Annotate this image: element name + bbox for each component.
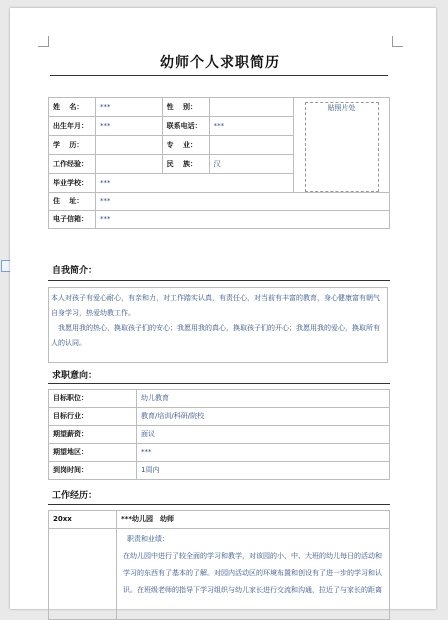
birth-value[interactable]: *** bbox=[95, 117, 162, 136]
education-value[interactable] bbox=[95, 136, 162, 155]
ethnicity-label: 民 族： bbox=[162, 155, 209, 174]
start-date-value[interactable]: 1周内 bbox=[137, 462, 390, 480]
expected-region-value[interactable]: *** bbox=[137, 444, 390, 462]
experience-label: 工作经验： bbox=[49, 155, 96, 174]
target-industry-value[interactable]: 教育/培训/科研/院校 bbox=[137, 408, 390, 426]
target-industry-label: 目标行业： bbox=[49, 408, 137, 426]
photo-label: 贴照片处 bbox=[327, 104, 356, 112]
work-organization[interactable]: ***幼儿园 幼师 bbox=[117, 511, 390, 529]
gender-label: 性 别： bbox=[162, 98, 209, 117]
photo-cell bbox=[294, 98, 390, 193]
education-label: 学 历： bbox=[49, 136, 96, 155]
intro-paragraph: 本人对孩子有爱心耐心，有亲和力，对工作踏实认真，有责任心，对当前有丰富的教育，身心健康富有朝气自身学习，热爱幼教工作。 bbox=[51, 294, 380, 317]
email-label: 电子信箱： bbox=[49, 211, 96, 229]
name-value[interactable]: *** bbox=[95, 98, 162, 117]
school-label: 毕业学校： bbox=[49, 174, 96, 193]
work-heading[interactable]: 工作经历： bbox=[52, 491, 98, 501]
intro-text-box[interactable] bbox=[48, 287, 388, 363]
intent-divider bbox=[48, 383, 390, 384]
expected-salary-value[interactable]: 面议 bbox=[137, 426, 390, 444]
page-corner-mark bbox=[392, 36, 403, 47]
target-position-label: 目标职位： bbox=[49, 390, 137, 408]
document-page bbox=[10, 8, 436, 609]
name-label: 姓 名： bbox=[49, 98, 96, 117]
major-label: 专 业： bbox=[162, 136, 209, 155]
gender-value[interactable] bbox=[209, 98, 294, 117]
major-value[interactable] bbox=[209, 136, 294, 155]
photo-placeholder[interactable] bbox=[305, 102, 379, 192]
phone-label: 联系电话： bbox=[162, 117, 209, 136]
start-date-label: 到岗时间： bbox=[49, 462, 137, 480]
work-period[interactable]: 20xx bbox=[49, 511, 117, 529]
work-divider bbox=[48, 504, 390, 505]
expected-salary-label: 期望薪资： bbox=[49, 426, 137, 444]
duty-text: 在幼儿园中进行了较全面的学习和教学，对该园的小、中、大班的幼儿每日的活动和学习的东西有了基本的了解。对园内活动区的环境布置和创设有了进一步的学习和认识。在班级老师的指导下学习组织与幼儿家长进行交流和沟通，拉近了与家长的距离 bbox=[123, 552, 382, 594]
email-value[interactable]: *** bbox=[95, 211, 389, 229]
title-divider bbox=[50, 75, 388, 76]
intro-paragraph: 我愿用我的热心，换取孩子们的安心；我愿用我的真心，换取孩子们的开心；我愿用我的爱心，换取所有人的认同。 bbox=[51, 324, 380, 347]
page-corner-mark bbox=[38, 36, 49, 47]
resume-title[interactable]: 幼师个人求职简历 bbox=[160, 55, 280, 71]
intro-divider bbox=[48, 280, 390, 281]
personal-info-table bbox=[48, 97, 390, 229]
birth-label: 出生年月： bbox=[49, 117, 96, 136]
school-value[interactable]: *** bbox=[95, 174, 293, 193]
address-value[interactable]: *** bbox=[95, 193, 389, 211]
target-position-value[interactable]: 幼儿教育 bbox=[137, 390, 390, 408]
phone-value[interactable]: *** bbox=[209, 117, 294, 136]
duty-label: 职责和业绩： bbox=[127, 535, 169, 543]
work-period-blank bbox=[49, 529, 117, 620]
job-intent-table bbox=[48, 389, 390, 480]
address-label: 住 址： bbox=[49, 193, 96, 211]
ethnicity-value[interactable]: 汉 bbox=[209, 155, 294, 174]
intent-heading[interactable]: 求职意向： bbox=[52, 371, 98, 381]
experience-value[interactable] bbox=[95, 155, 162, 174]
expected-region-label: 期望地区： bbox=[49, 444, 137, 462]
work-history-table bbox=[48, 510, 390, 620]
intro-heading[interactable]: 自我简介： bbox=[52, 266, 98, 276]
work-detail-cell[interactable] bbox=[117, 529, 390, 620]
